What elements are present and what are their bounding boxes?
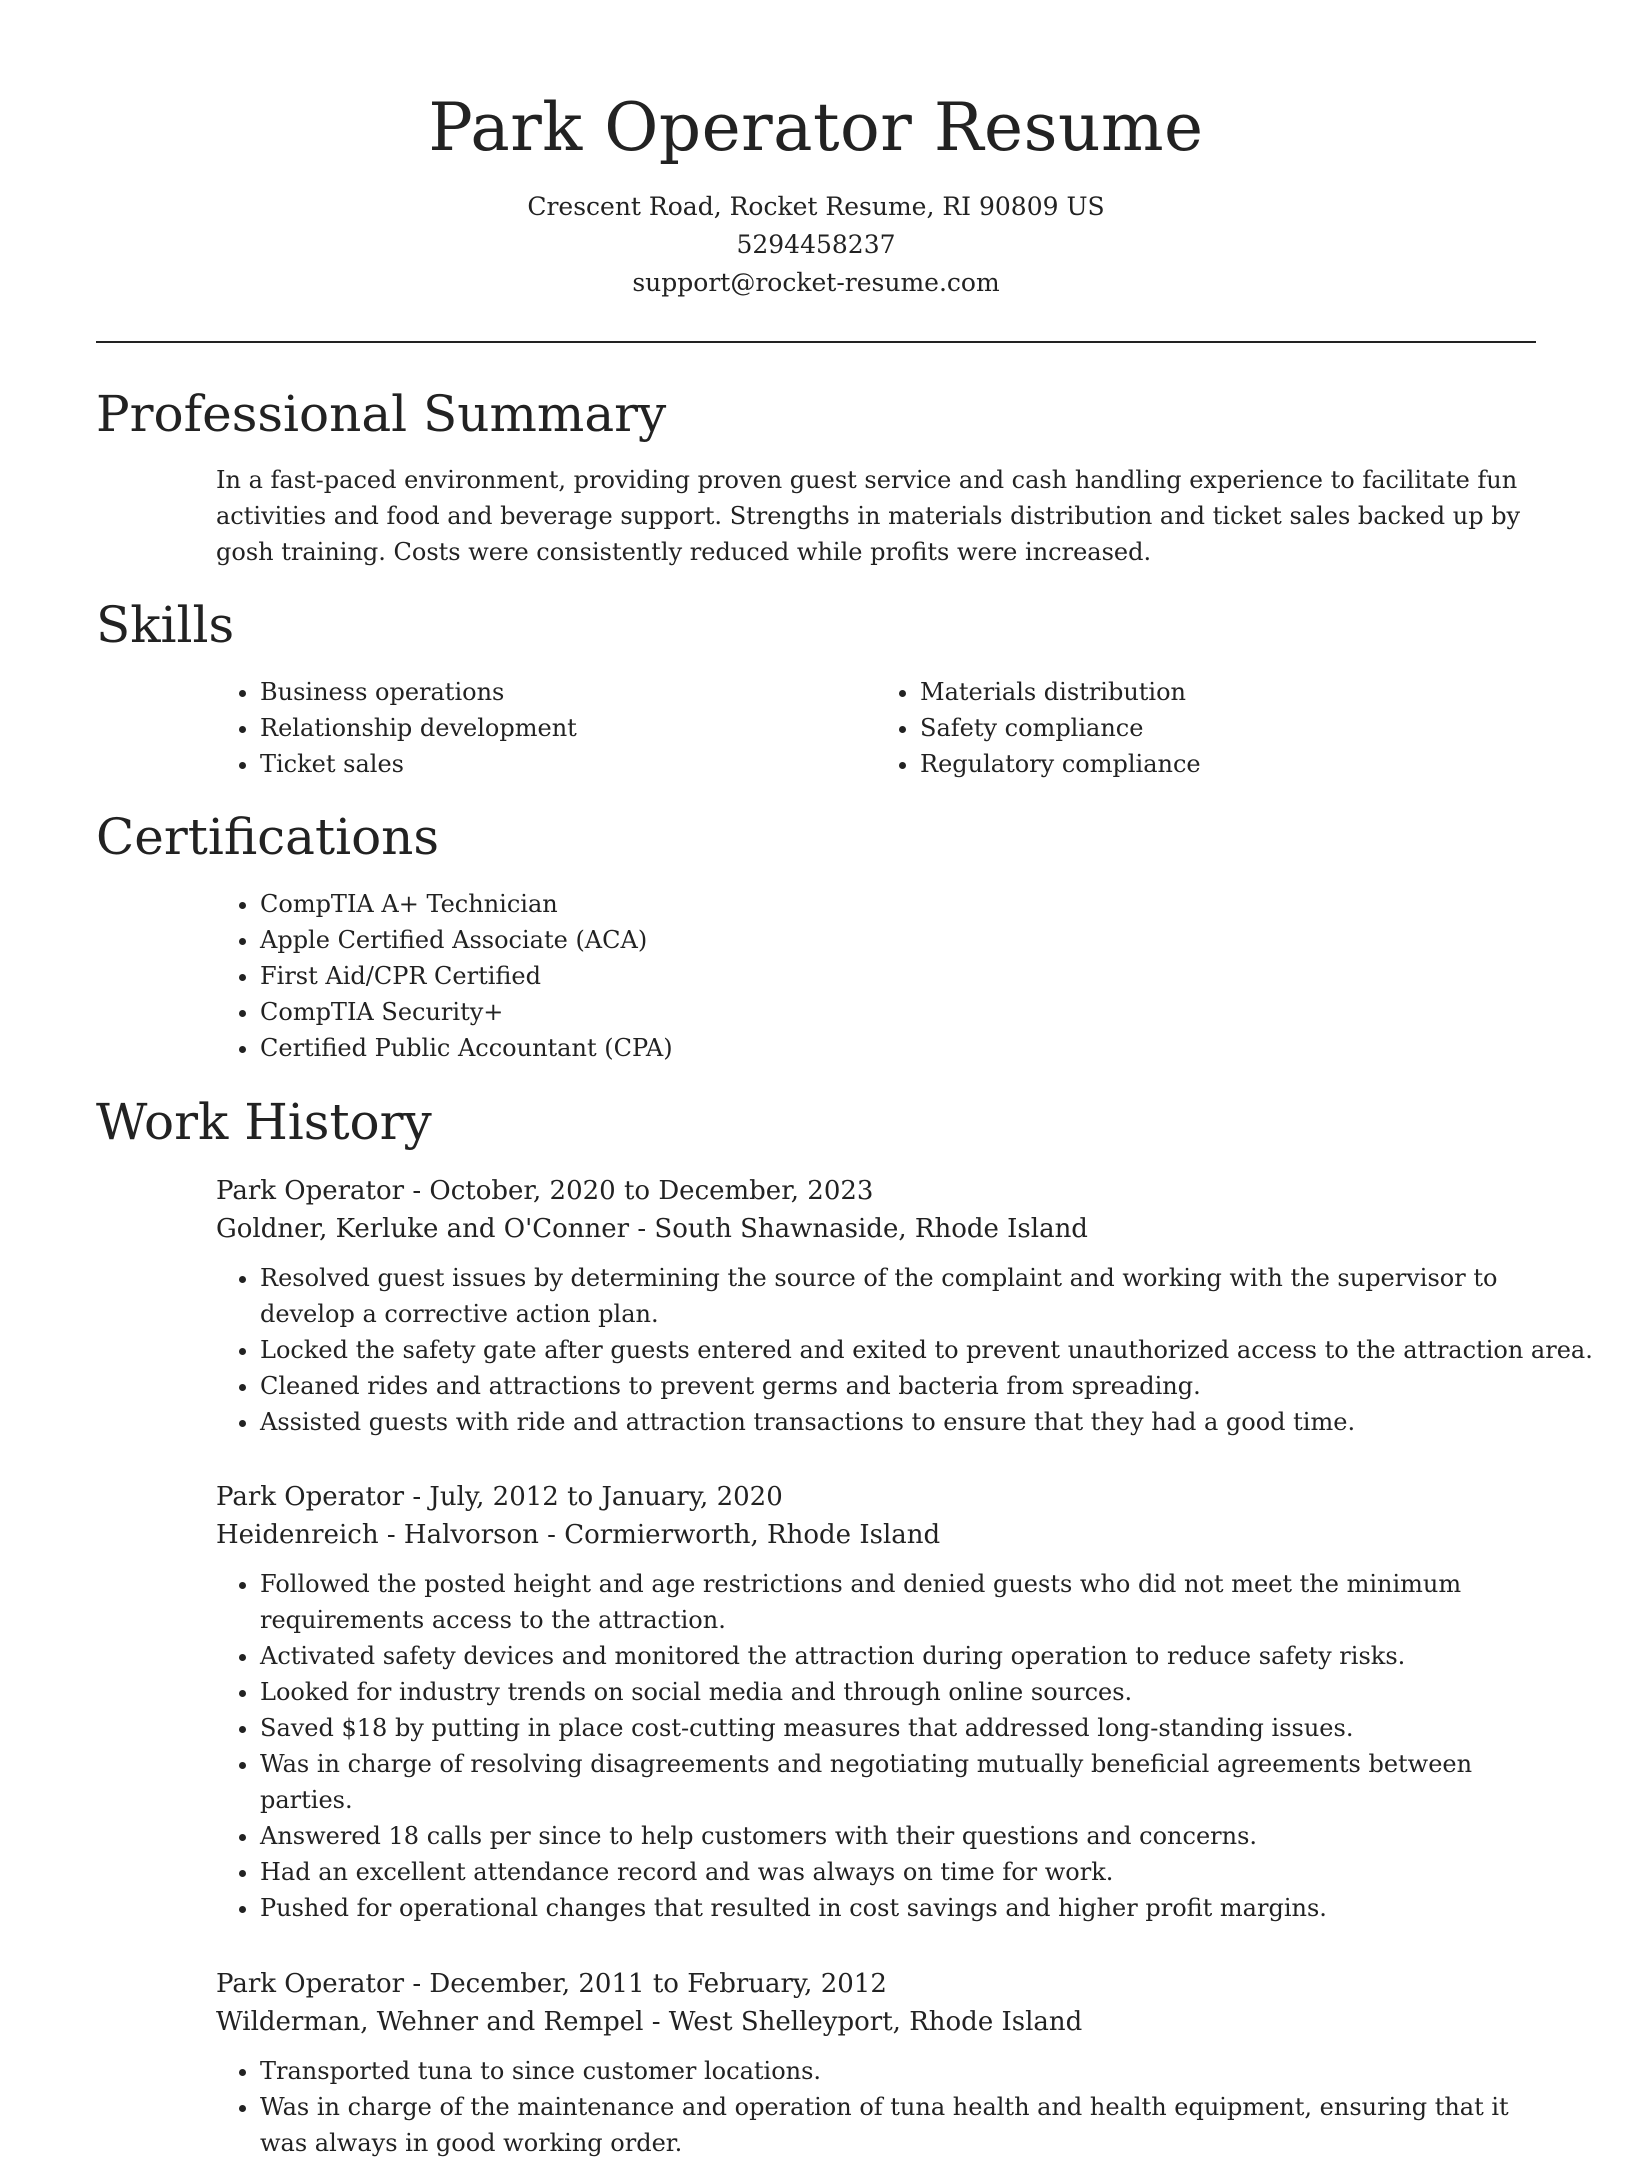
work-history-heading: Work History — [96, 1093, 432, 1151]
job-bullet: • Resolved guest issues by determining the source of the complaint and working with the supervisor to develop a corrective action plan. — [260, 1260, 1536, 1332]
certification-item: • Certified Public Accountant (CPA) — [260, 1030, 1536, 1066]
skills-column-right — [876, 674, 1536, 782]
contact-info — [0, 188, 1632, 302]
certifications-items — [216, 886, 1536, 1066]
job-dates: December, 2011 to February, 2012 — [429, 1969, 887, 1999]
skill-item: • Relationship development — [260, 710, 876, 746]
header-divider — [96, 341, 1536, 343]
job-bullet: • Cleaned rides and attractions to prevent germs and bacteria from spreading. — [260, 1368, 1536, 1404]
job-entry — [216, 1965, 1536, 2161]
summary-heading: Professional Summary — [96, 385, 667, 443]
job-location: West Shelleyport, Rhode Island — [668, 2007, 1083, 2037]
job-bullets — [216, 1260, 1593, 1440]
job-company: Goldner, Kerluke and O'Conner — [216, 1214, 630, 1244]
skill-item: • Regulatory compliance — [920, 746, 1536, 782]
certification-item: • First Aid/CPR Certified — [260, 958, 1536, 994]
job-bullet: • Saved $18 by putting in place cost-cutting measures that addressed long-standing issues. — [260, 1710, 1536, 1746]
job-bullet: • Had an excellent attendance record and was always on time for work. — [260, 1854, 1536, 1890]
job-title: Park Operator — [216, 1176, 405, 1206]
certification-item: • Apple Certified Associate (ACA) — [260, 922, 1536, 958]
job-bullet: • Assisted guests with ride and attraction transactions to ensure that they had a good time. — [260, 1404, 1536, 1440]
job-bullet: • Looked for industry trends on social media and through online sources. — [260, 1674, 1536, 1710]
job-title: Park Operator — [216, 1969, 405, 1999]
job-title-line: Park Operator - December, 2011 to February, 2012 — [216, 1969, 887, 1999]
certification-item: • CompTIA Security+ — [260, 994, 1536, 1030]
job-bullet: • Pushed for operational changes that resulted in cost savings and higher profit margins. — [260, 1890, 1536, 1926]
job-entry — [216, 1172, 1593, 1440]
job-company-line: Wilderman, Wehner and Rempel - West Shelleyport, Rhode Island — [216, 2007, 1083, 2037]
job-bullet: • Was in charge of resolving disagreements and negotiating mutually beneficial agreements between parties. — [260, 1746, 1536, 1818]
skills-column-left — [216, 674, 876, 782]
job-company-line: Goldner, Kerluke and O'Conner - South Shawnaside, Rhode Island — [216, 1214, 1088, 1244]
job-company-line: Heidenreich - Halvorson - Cormierworth, Rhode Island — [216, 1520, 941, 1550]
job-bullet: • Locked the safety gate after guests entered and exited to prevent unauthorized access to the attraction area. — [260, 1332, 1536, 1368]
job-title-line: Park Operator - July, 2012 to January, 2020 — [216, 1482, 783, 1512]
job-company: Heidenreich - Halvorson — [216, 1520, 539, 1550]
job-dates: July, 2012 to January, 2020 — [429, 1482, 783, 1512]
job-bullet: • Answered 18 calls per since to help customers with their questions and concerns. — [260, 1818, 1536, 1854]
skill-item: • Business operations — [260, 674, 876, 710]
job-bullet: • Transported tuna to since customer locations. — [260, 2053, 1536, 2089]
skill-item: • Ticket sales — [260, 746, 876, 782]
job-bullet: • Activated safety devices and monitored the attraction during operation to reduce safety risks. — [260, 1638, 1536, 1674]
certifications-list — [216, 886, 1536, 1066]
address-text: Crescent Road, Rocket Resume, RI 90809 US — [527, 192, 1105, 221]
skills-list — [216, 674, 1536, 782]
job-entry — [216, 1478, 1536, 1926]
job-location: South Shawnaside, Rhode Island — [654, 1214, 1088, 1244]
job-dates: October, 2020 to December, 2023 — [429, 1176, 874, 1206]
skills-heading: Skills — [96, 596, 235, 654]
skill-item: • Safety compliance — [920, 710, 1536, 746]
job-title-line: Park Operator - October, 2020 to December, 2023 — [216, 1176, 874, 1206]
certification-item: • CompTIA A+ Technician — [260, 886, 1536, 922]
job-bullet: • Followed the posted height and age restrictions and denied guests who did not meet the minimum requirements access to the attraction. — [260, 1566, 1536, 1638]
job-company: Wilderman, Wehner and Rempel — [216, 2007, 644, 2037]
job-bullets — [216, 1566, 1536, 1926]
summary-text: In a fast-paced environment, providing proven guest service and cash handling experience to facilitate fun activities and food and beverage support. Strengths in materials distribution and ticket sales backed up by gosh training. Costs were consistently reduced while profits were increased. — [216, 466, 1521, 566]
email-text: support@rocket-resume.com — [632, 268, 1000, 297]
job-location: Cormierworth, Rhode Island — [564, 1520, 941, 1550]
resume-title: Park Operator Resume — [428, 89, 1204, 166]
skill-item: • Materials distribution — [920, 674, 1536, 710]
phone-text: 5294458237 — [736, 230, 896, 259]
job-bullets — [216, 2053, 1536, 2161]
job-title: Park Operator — [216, 1482, 405, 1512]
job-bullet: • Was in charge of the maintenance and operation of tuna health and health equipment, ensuring that it was always in good working order. — [260, 2089, 1536, 2161]
resume-header — [0, 0, 1632, 302]
certifications-heading: Certifications — [96, 808, 440, 866]
